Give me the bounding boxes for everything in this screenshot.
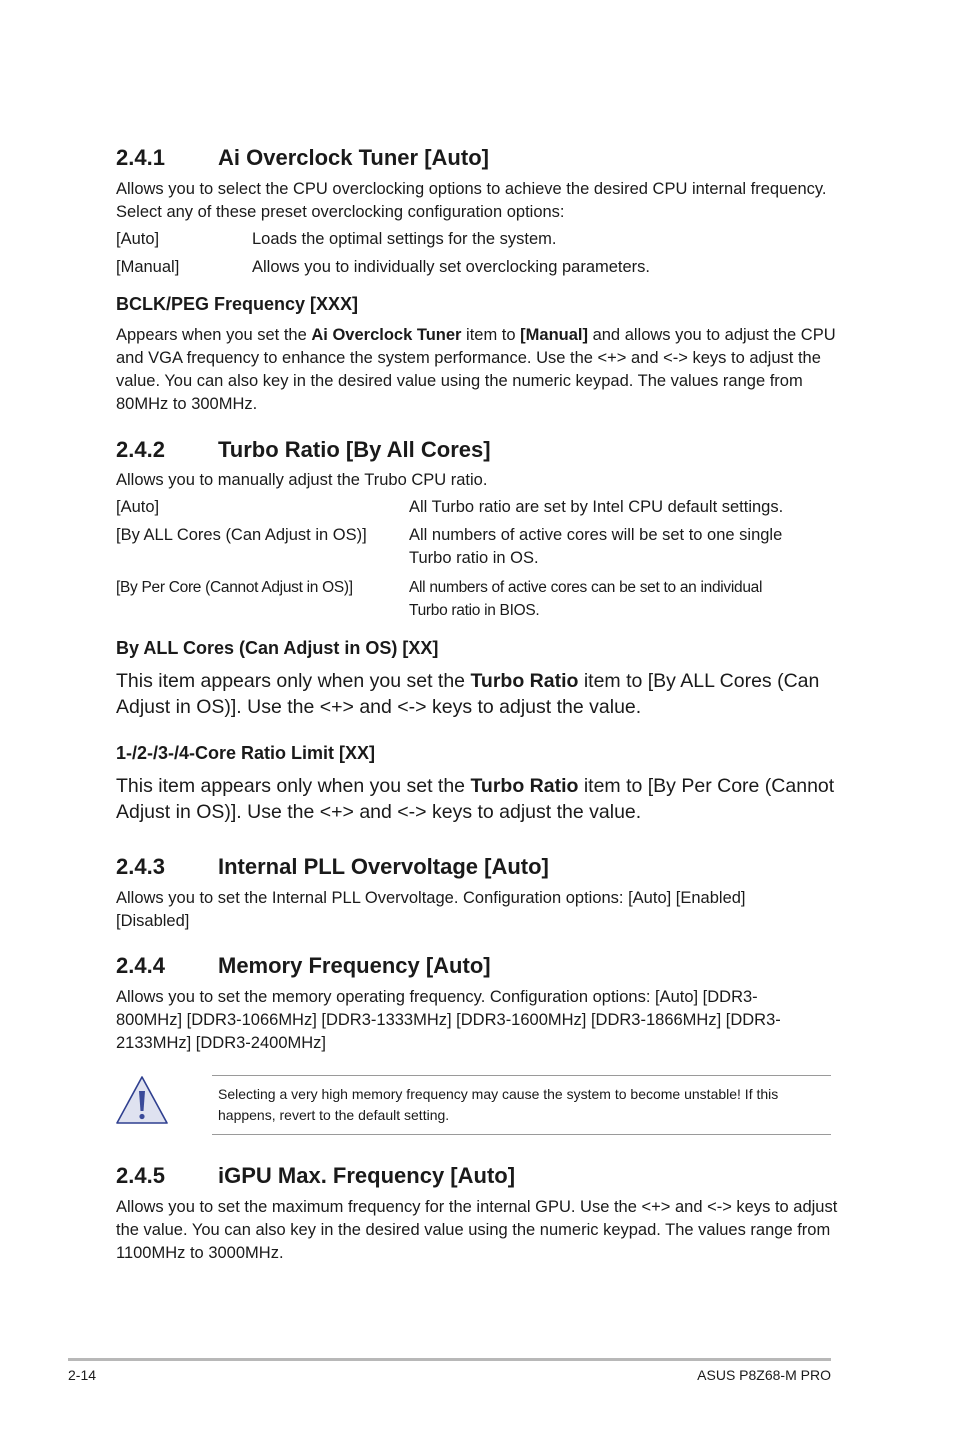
section-description: Allows you to set the Internal PLL Overvoltage. Configuration options: [Auto] [Enabled] [Disabled] [116,889,746,930]
note-bottom-rule [212,1134,831,1135]
option-description: Allows you to individually set overclocking parameters. [252,258,651,276]
section-description: Allows you to set the maximum frequency for the internal GPU. Use the <+> and <-> keys to adjust the value. You can also key in the desired value using the numeric keypad. The values range from 1100MHz to 3000MHz. [116,1198,838,1262]
footer-rule [68,1358,831,1361]
section-description: Allows you to select the CPU overclocking options to achieve the desired CPU internal frequency. Select any of these preset overclocking configuration options: [116,180,827,221]
section-title: Turbo Ratio [By All Cores] [218,437,491,462]
option-description: All numbers of active cores will be set to one single Turbo ratio in OS. [409,526,783,567]
section-number: 2.4.1 [116,145,165,170]
warning-triangle-icon [114,1073,170,1127]
subsection-description: This item appears only when you set the Turbo Ratio item to [By ALL Cores (Can Adjust in OS)]. Use the <+> and <-> keys to adjust the value. [116,670,820,718]
warning-note-text: Selecting a very high memory frequency may cause the system to become unstable! If this happens, revert to the default setting. [218,1086,779,1123]
option-key: [Manual] [116,258,180,276]
section-title: Memory Frequency [Auto] [218,953,491,978]
section-heading-2-4-4 [116,953,491,979]
subsection-description: This item appears only when you set the Turbo Ratio item to [By Per Core (Cannot Adjust in OS)]. Use the <+> and <-> keys to adjust the value. [116,775,835,823]
option-key: [Auto] [116,230,160,248]
option-key: [By ALL Cores (Can Adjust in OS)] [116,526,367,544]
subsection-heading: BCLK/PEG Frequency [XXX] [116,294,359,314]
section-description: Allows you to set the memory operating frequency. Configuration options: [Auto] [DDR3-800MHz] [DDR3-1066MHz] [DDR3-1333MHz] [DDR3-1600MHz] [DDR3-1866MHz] [DDR3-2133MHz] [DDR3-2400MHz] [116,988,781,1052]
section-title: Ai Overclock Tuner [Auto] [218,145,489,170]
option-description: Loads the optimal settings for the system. [252,230,557,248]
subsection-heading: By ALL Cores (Can Adjust in OS) [XX] [116,638,439,658]
note-top-rule [212,1075,831,1076]
page-number: 2-14 [68,1367,97,1383]
section-heading-2-4-3 [116,854,549,880]
section-description: Allows you to manually adjust the Trubo CPU ratio. [116,471,488,489]
option-key: [Auto] [116,498,160,516]
section-heading-2-4-5 [116,1163,515,1189]
section-number: 2.4.2 [116,437,165,462]
product-name: ASUS P8Z68-M PRO [697,1367,831,1383]
section-title: iGPU Max. Frequency [Auto] [218,1163,516,1188]
subsection-heading: 1-/2-/3-/4-Core Ratio Limit [XX] [116,743,376,763]
option-description: All numbers of active cores can be set to an individual Turbo ratio in BIOS. [409,579,763,619]
section-number: 2.4.5 [116,1163,165,1188]
section-heading-2-4-1 [116,145,489,171]
section-number: 2.4.4 [116,953,165,978]
subsection-description: Appears when you set the Ai Overclock Tuner item to [Manual] and allows you to adjust the CPU and VGA frequency to enhance the system performance. Use the <+> and <-> keys to adjust the value. You can also key in the desired value using the numeric keypad. The values range from 80MHz to 300MHz. [116,326,836,413]
option-key: [By Per Core (Cannot Adjust in OS)] [116,579,353,596]
section-number: 2.4.3 [116,854,165,879]
section-heading-2-4-2 [116,437,491,463]
section-title: Internal PLL Overvoltage [Auto] [218,854,549,879]
option-description: All Turbo ratio are set by Intel CPU default settings. [409,498,784,516]
